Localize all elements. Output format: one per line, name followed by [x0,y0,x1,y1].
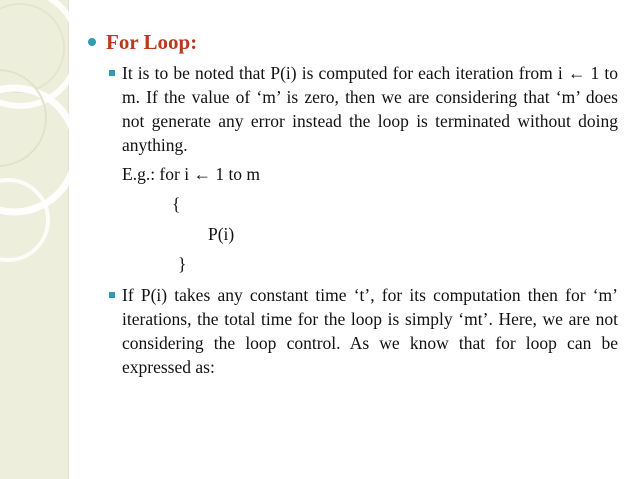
example-body: P(i) [208,224,235,244]
section-heading: For Loop: [106,30,198,54]
slide-content [88,30,618,379]
section-heading-row [88,30,618,55]
example-close-brace: } [178,254,187,274]
square-bullet-icon [109,70,115,76]
bullet-point-1-text: It is to be noted that P(i) is computed for each iteration from i ← 1 to m. If the value of ‘m’ is zero, then we are considering that ‘m’ does not generate any error instead the loop is terminated without doing anything. [122,63,618,155]
bullet-point-2 [88,283,618,379]
example-label: E.g.: for i ← 1 to m [122,164,261,184]
example-open-brace: { [172,194,181,214]
square-bullet-icon [109,292,115,298]
circle-bullet-icon [88,38,96,46]
bullet-point-1 [88,61,618,157]
bullet-point-2-text: If P(i) takes any constant time ‘t’, for its computation then for ‘m’ iterations, the total time for the loop is simply ‘mt’. Here, we are not considering the loop control. As we know that for loop can be expressed as: [122,285,618,377]
